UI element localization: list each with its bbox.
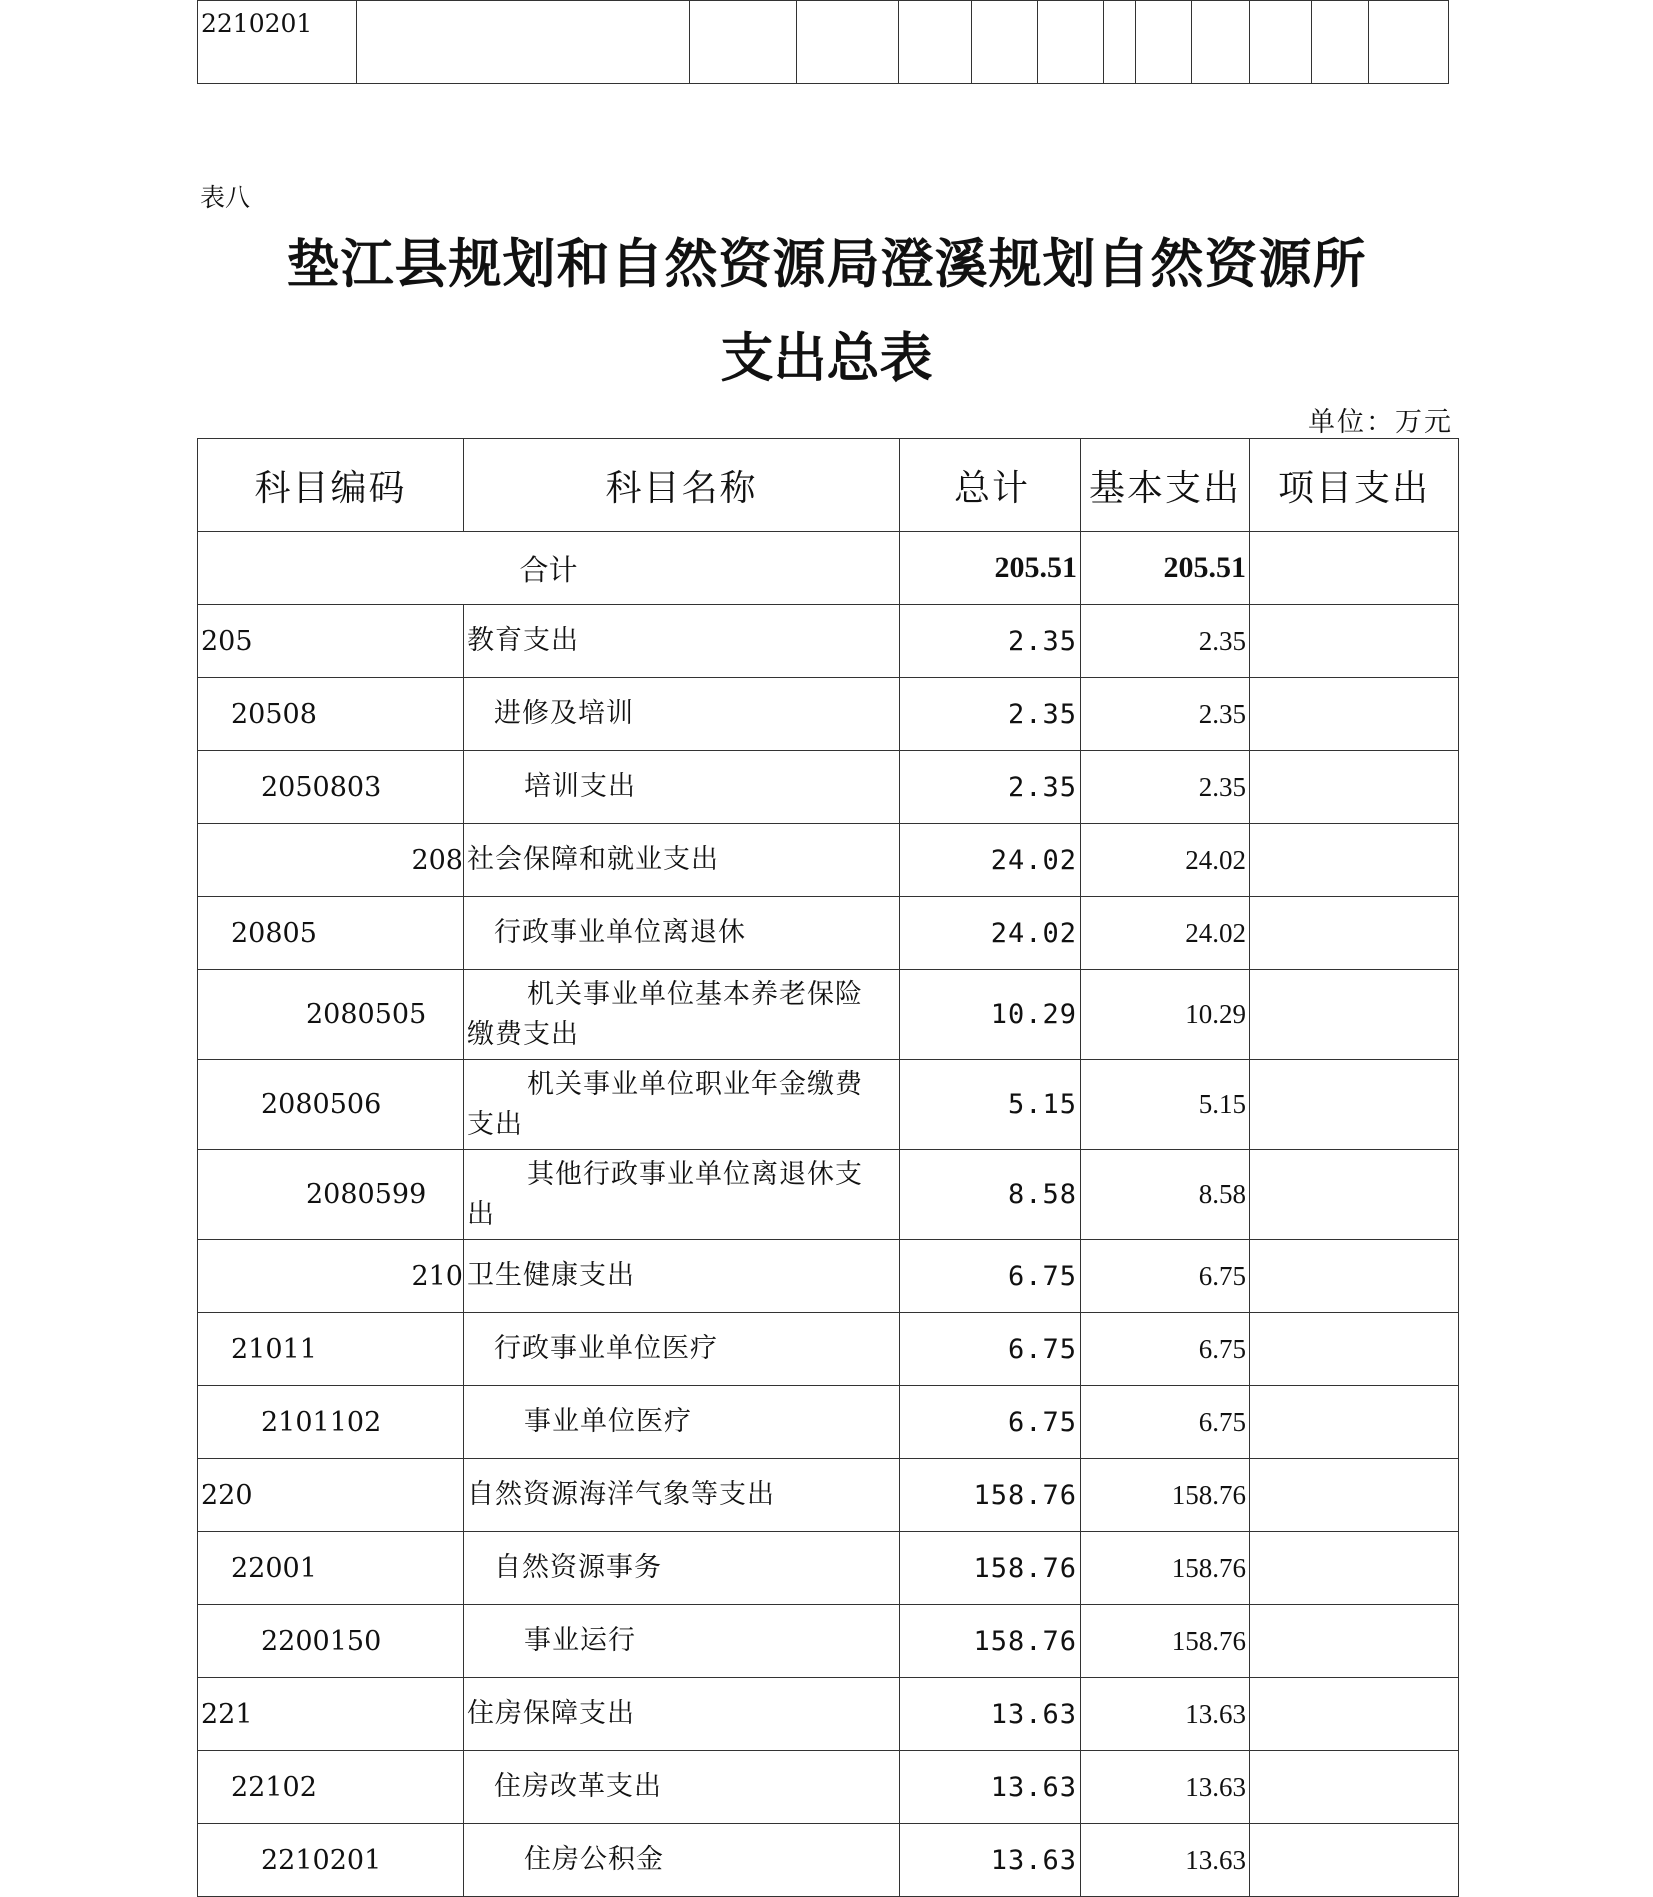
table-row [198, 1386, 1459, 1459]
row-code: 208 [198, 824, 464, 897]
row-code: 2050803 [198, 751, 464, 824]
row-project [1250, 1751, 1459, 1824]
row-project [1250, 751, 1459, 824]
summary-row [198, 532, 1459, 605]
summary-total: 205.51 [900, 532, 1081, 605]
row-project [1250, 1150, 1459, 1240]
row-name-line2: 支出 [467, 1108, 523, 1140]
row-name: 教育支出 [464, 605, 900, 678]
table-header-row [198, 439, 1459, 532]
row-name: 行政事业单位医疗 [464, 1313, 900, 1386]
row-total: 13.63 [900, 1751, 1081, 1824]
row-project [1250, 1459, 1459, 1532]
divider [356, 1, 357, 83]
row-project [1250, 824, 1459, 897]
row-code: 2080505 [198, 970, 464, 1060]
row-total: 2.35 [900, 605, 1081, 678]
row-project [1250, 1824, 1459, 1897]
row-total: 2.35 [900, 751, 1081, 824]
header-total: 总计 [900, 439, 1081, 532]
divider [1191, 1, 1192, 83]
summary-project [1250, 532, 1459, 605]
table-row [198, 1751, 1459, 1824]
row-basic: 10.29 [1081, 970, 1250, 1060]
row-code: 220 [198, 1459, 464, 1532]
row-name: 进修及培训 [464, 678, 900, 751]
row-name [464, 970, 900, 1060]
summary-label: 合计 [198, 532, 900, 605]
table-row [198, 1150, 1459, 1240]
row-basic: 6.75 [1081, 1386, 1250, 1459]
row-total: 2.35 [900, 678, 1081, 751]
divider [1368, 1, 1369, 83]
table-row [198, 605, 1459, 678]
expenditure-table [197, 438, 1459, 1897]
row-basic: 13.63 [1081, 1678, 1250, 1751]
row-code: 210 [198, 1240, 464, 1313]
row-name-line2: 缴费支出 [467, 1018, 579, 1050]
divider [689, 1, 690, 83]
header-name: 科目名称 [464, 439, 900, 532]
row-code: 20508 [198, 678, 464, 751]
row-project [1250, 970, 1459, 1060]
row-total: 158.76 [900, 1605, 1081, 1678]
row-basic: 6.75 [1081, 1313, 1250, 1386]
row-name: 卫生健康支出 [464, 1240, 900, 1313]
header-project: 项目支出 [1250, 439, 1459, 532]
row-basic: 24.02 [1081, 897, 1250, 970]
row-basic: 158.76 [1081, 1532, 1250, 1605]
table-row [198, 751, 1459, 824]
table-row [198, 1313, 1459, 1386]
table-row [198, 970, 1459, 1060]
divider [898, 1, 899, 83]
row-total: 158.76 [900, 1459, 1081, 1532]
row-code: 22102 [198, 1751, 464, 1824]
row-basic: 5.15 [1081, 1060, 1250, 1150]
row-basic: 158.76 [1081, 1459, 1250, 1532]
table-row [198, 897, 1459, 970]
row-name-line1: 机关事业单位职业年金缴费 [527, 1068, 863, 1100]
header-code: 科目编码 [198, 439, 464, 532]
row-total: 13.63 [900, 1824, 1081, 1897]
row-project [1250, 897, 1459, 970]
row-name: 培训支出 [464, 751, 900, 824]
unit-label: 单位：万元 [1308, 407, 1453, 438]
row-project [1250, 605, 1459, 678]
row-code: 2080506 [198, 1060, 464, 1150]
row-total: 8.58 [900, 1150, 1081, 1240]
row-name: 住房保障支出 [464, 1678, 900, 1751]
table-row [198, 1678, 1459, 1751]
row-name: 行政事业单位离退休 [464, 897, 900, 970]
table-row [198, 1824, 1459, 1897]
table-label: 表八 [200, 183, 251, 212]
row-total: 6.75 [900, 1240, 1081, 1313]
row-basic: 24.02 [1081, 824, 1250, 897]
row-basic: 2.35 [1081, 678, 1250, 751]
row-project [1250, 1678, 1459, 1751]
header-basic: 基本支出 [1081, 439, 1250, 532]
table-row [198, 678, 1459, 751]
row-name: 自然资源事务 [464, 1532, 900, 1605]
row-name-line2: 出 [467, 1198, 495, 1230]
row-name: 住房改革支出 [464, 1751, 900, 1824]
row-basic: 6.75 [1081, 1240, 1250, 1313]
fragment-code: 2210201 [201, 9, 313, 38]
row-name: 住房公积金 [464, 1824, 900, 1897]
table-row [198, 1459, 1459, 1532]
page-title: 垫江县规划和自然资源局澄溪规划自然资源所 [286, 234, 1367, 295]
divider [1037, 1, 1038, 83]
row-code: 2101102 [198, 1386, 464, 1459]
table-row [198, 1060, 1459, 1150]
row-code: 21011 [198, 1313, 464, 1386]
row-project [1250, 1605, 1459, 1678]
row-name: 事业单位医疗 [464, 1386, 900, 1459]
row-code: 221 [198, 1678, 464, 1751]
divider [1249, 1, 1250, 83]
row-project [1250, 1060, 1459, 1150]
row-basic: 2.35 [1081, 605, 1250, 678]
row-basic: 8.58 [1081, 1150, 1250, 1240]
row-name-line1: 机关事业单位基本养老保险 [527, 978, 863, 1010]
row-total: 10.29 [900, 970, 1081, 1060]
row-basic: 2.35 [1081, 751, 1250, 824]
row-total: 6.75 [900, 1386, 1081, 1459]
row-total: 5.15 [900, 1060, 1081, 1150]
previous-table-fragment [197, 0, 1449, 84]
row-total: 13.63 [900, 1678, 1081, 1751]
table-row [198, 1605, 1459, 1678]
row-project [1250, 1240, 1459, 1313]
row-project [1250, 678, 1459, 751]
divider [1311, 1, 1312, 83]
row-total: 24.02 [900, 824, 1081, 897]
row-total: 158.76 [900, 1532, 1081, 1605]
row-name: 社会保障和就业支出 [464, 824, 900, 897]
row-name-line1: 其他行政事业单位离退休支 [527, 1158, 863, 1190]
row-code: 2080599 [198, 1150, 464, 1240]
row-name: 自然资源海洋气象等支出 [464, 1459, 900, 1532]
row-project [1250, 1532, 1459, 1605]
row-project [1250, 1386, 1459, 1459]
divider [1135, 1, 1136, 83]
row-code: 205 [198, 605, 464, 678]
row-basic: 13.63 [1081, 1824, 1250, 1897]
table-row [198, 824, 1459, 897]
row-code: 20805 [198, 897, 464, 970]
row-total: 6.75 [900, 1313, 1081, 1386]
row-basic: 158.76 [1081, 1605, 1250, 1678]
row-code: 22001 [198, 1532, 464, 1605]
divider [1103, 1, 1104, 83]
divider [971, 1, 972, 83]
row-code: 2210201 [198, 1824, 464, 1897]
row-project [1250, 1313, 1459, 1386]
row-total: 24.02 [900, 897, 1081, 970]
table-row [198, 1532, 1459, 1605]
row-name [464, 1150, 900, 1240]
table-row [198, 1240, 1459, 1313]
divider [796, 1, 797, 83]
summary-basic: 205.51 [1081, 532, 1250, 605]
page-subtitle: 支出总表 [720, 328, 933, 389]
row-name [464, 1060, 900, 1150]
row-code: 2200150 [198, 1605, 464, 1678]
row-basic: 13.63 [1081, 1751, 1250, 1824]
row-name: 事业运行 [464, 1605, 900, 1678]
